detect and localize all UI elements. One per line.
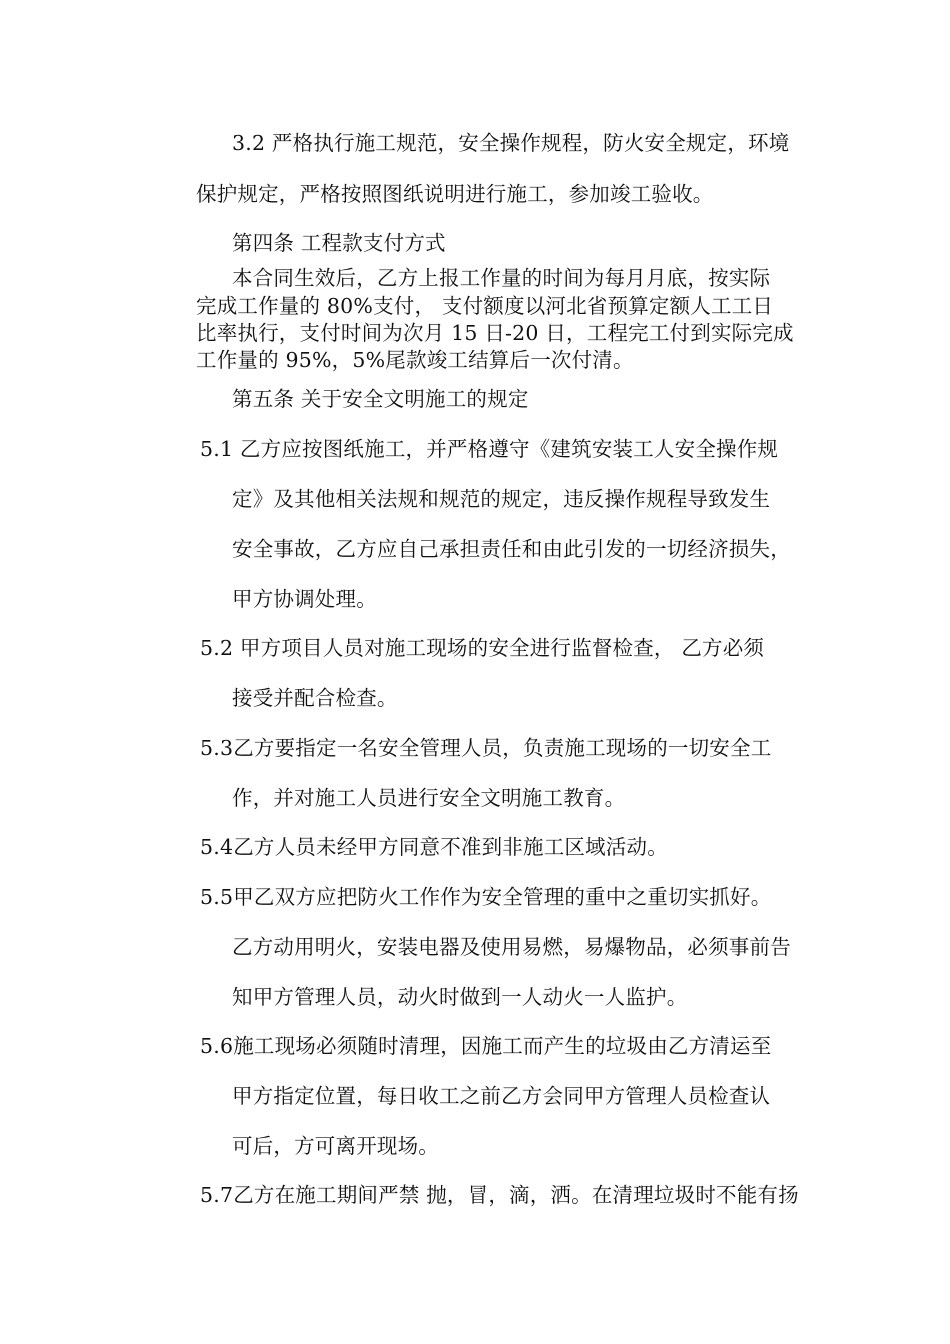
article-5-heading: 第五条 关于安全文明施工的规定 <box>232 387 529 411</box>
clause-5-5-line-2: 乙方动用明火，安装电器及使用易燃，易爆物品，必须事前告 <box>232 935 791 959</box>
clause-5-6-line-3: 可后，方可离开现场。 <box>232 1134 439 1158</box>
article-4-line-4: 工作量的 95%，5%尾款竣工结算后一次付清。 <box>196 348 634 372</box>
clause-5-1-line-3: 安全事故，乙方应自己承担责任和由此引发的一切经济损失， <box>232 537 791 561</box>
clause-5-2-line-1: 5.2 甲方项目人员对施工现场的安全进行监督检查， 乙方必须 <box>200 636 765 660</box>
clause-5-3-line-2: 作，并对施工人员进行安全文明施工教育。 <box>232 786 626 810</box>
clause-5-1-line-4: 甲方协调处理。 <box>232 587 377 611</box>
clause-5-3-line-1: 5.3乙方要指定一名安全管理人员，负责施工现场的一切安全工 <box>200 736 772 760</box>
clause-5-6-line-1: 5.6施工现场必须随时清理，因施工而产生的垃圾由乙方清运至 <box>200 1034 772 1058</box>
clause-3-2-line-2: 保护规定，严格按照图纸说明进行施工，参加竣工验收。 <box>196 182 714 206</box>
article-4-line-3: 比率执行，支付时间为次月 15 日-20 日，工程完工付到实际完成 <box>196 321 794 345</box>
clause-5-1-line-1: 5.1 乙方应按图纸施工，并严格遵守《建筑安装工人安全操作规 <box>200 437 779 461</box>
article-4-heading: 第四条 工程款支付方式 <box>232 231 446 255</box>
clause-3-2-line-1: 3.2 严格执行施工规范，安全操作规程，防火安全规定，环境 <box>232 131 790 155</box>
clause-5-1-line-2: 定》及其他相关法规和规范的规定，违反操作规程导致发生 <box>232 487 771 511</box>
clause-5-6-line-2: 甲方指定位置，每日收工之前乙方会同甲方管理人员检查认 <box>232 1084 771 1108</box>
article-4-line-2: 完成工作量的 80%支付， 支付额度以河北省预算定额人工工日 <box>196 294 774 318</box>
clause-5-5-line-3: 知甲方管理人员，动火时做到一人动火一人监护。 <box>232 985 688 1009</box>
clause-5-7-line-1: 5.7乙方在施工期间严禁 抛，冒，滴，洒。在清理垃圾时不能有扬 <box>200 1183 799 1207</box>
clause-5-4-line-1: 5.4乙方人员未经甲方同意不准到非施工区域活动。 <box>200 835 668 859</box>
clause-5-2-line-2: 接受并配合检查。 <box>232 686 398 710</box>
article-4-line-1: 本合同生效后，乙方上报工作量的时间为每月月底，按实际 <box>232 266 771 290</box>
clause-5-5-line-1: 5.5甲乙双方应把防火工作作为安全管理的重中之重切实抓好。 <box>200 885 772 909</box>
